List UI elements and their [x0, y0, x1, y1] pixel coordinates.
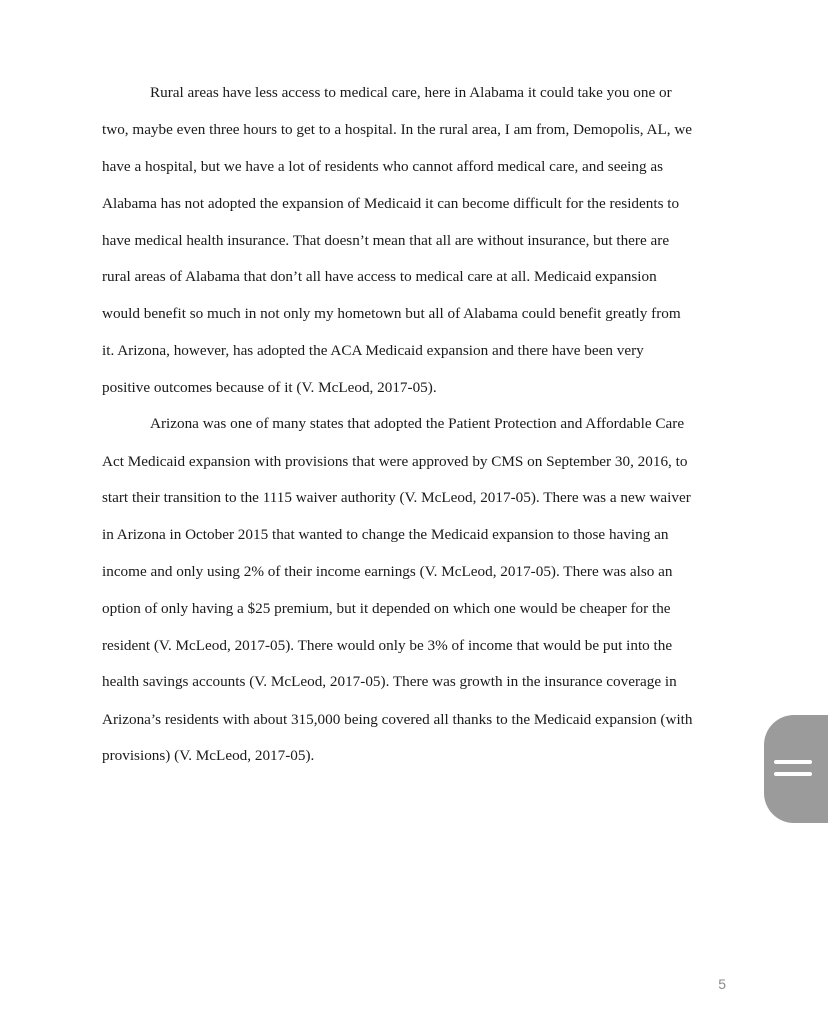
text-line: provisions) (V. McLeod, 2017-05). [102, 747, 315, 764]
page-number: 5 [718, 976, 726, 992]
text-line: it. Arizona, however, has adopted the ACA Medicaid expansion and there have been very [102, 342, 644, 359]
text-line: Arizona was one of many states that adopted the Patient Protection and Affordable Care [150, 415, 685, 432]
text-line: have a hospital, but we have a lot of residents who cannot afford medical care, and seeing as [102, 158, 664, 175]
text-line: two, maybe even three hours to get to a hospital. In the rural area, I am from, Demopolis, AL, we [102, 121, 693, 138]
text-line: would benefit so much in not only my hometown but all of Alabama could benefit greatly from [102, 305, 681, 322]
text-line: resident (V. McLeod, 2017-05). There would only be 3% of income that would be put into the [102, 637, 673, 654]
text-line: option of only having a $25 premium, but it depended on which one would be cheaper for the [102, 600, 671, 617]
text-line: income and only using 2% of their income earnings (V. McLeod, 2017-05). There was also an [102, 563, 673, 580]
text-line: health savings accounts (V. McLeod, 2017-05). There was growth in the insurance coverage in [102, 673, 677, 690]
text-line: start their transition to the 1115 waiver authority (V. McLeod, 2017-05). There was a new waiver [102, 489, 691, 506]
text-line: have medical health insurance. That doesn’t mean that all are without insurance, but there are [102, 232, 670, 249]
text-line: Arizona’s residents with about 315,000 being covered all thanks to the Medicaid expansion (with [102, 711, 693, 728]
text-line: Alabama has not adopted the expansion of Medicaid it can become difficult for the residents to [102, 195, 680, 212]
text-line: in Arizona in October 2015 that wanted to change the Medicaid expansion to those having an [102, 526, 669, 543]
text-line: Act Medicaid expansion with provisions that were approved by CMS on September 30, 2016, to [102, 453, 688, 470]
text-line: Rural areas have less access to medical care, here in Alabama it could take you one or [150, 84, 672, 101]
side-drawer-handle[interactable] [764, 715, 828, 823]
text-line: positive outcomes because of it (V. McLeod, 2017-05). [102, 379, 437, 396]
text-line: rural areas of Alabama that don’t all have access to medical care at all. Medicaid expansion [102, 268, 657, 285]
